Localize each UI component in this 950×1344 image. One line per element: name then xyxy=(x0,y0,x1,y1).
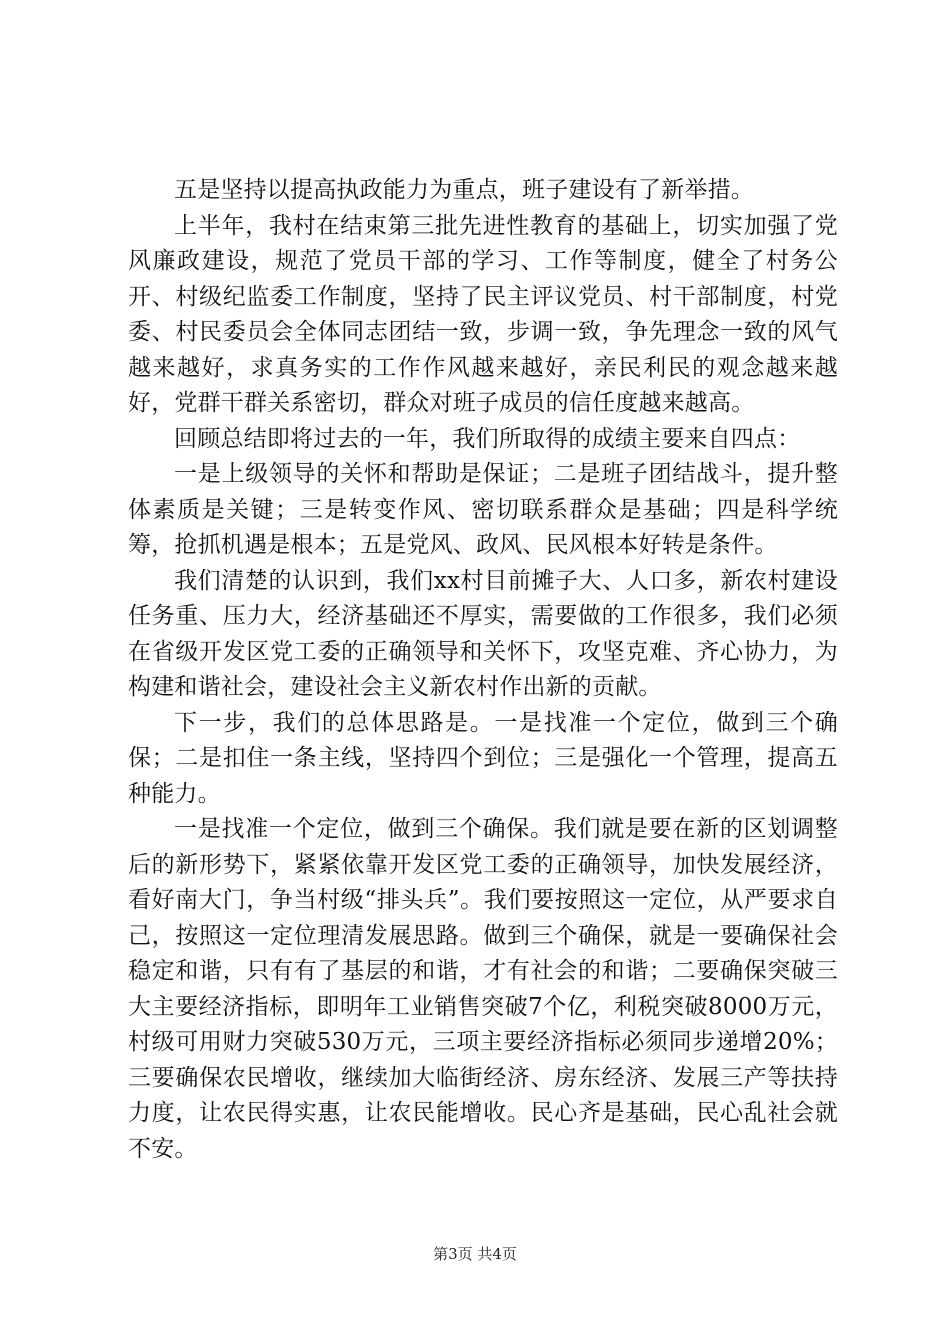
paragraph-6: 下一步，我们的总体思路是。一是找准一个定位，做到三个确保；二是扣住一条主线，坚持四个到位；三是强化一个管理，提高五种能力。 xyxy=(128,709,838,807)
paragraph-3: 回顾总结即将过去的一年，我们所取得的成绩主要来自四点： xyxy=(174,425,801,452)
paragraph-5: 我们清楚的认识到，我们xx村目前摊子大、人口多，新农村建设任务重、压力大，经济基础还不厚实，需要做的工作很多，我们必须在省级开发区党工委的正确领导和关怀下，攻坚克难、齐心协力，为构建和谐社会，建设社会主义新农村作出新的贡献。 xyxy=(128,567,838,700)
document-body xyxy=(128,173,838,1167)
paragraph-7: 一是找准一个定位，做到三个确保。我们就是要在新的区划调整后的新形势下，紧紧依靠开发区党工委的正确领导，加快发展经济，看好南大门，争当村级“排头兵”。我们要按照这一定位，从严要求自己，按照这一定位理清发展思路。做到三个确保，就是一要确保社会稳定和谐，只有有了基层的和谐，才有社会的和谐；二要确保突破三大主要经济指标，即明年工业销售突破7个亿，利税突破8000万元，村级可用财力突破530万元，三项主要经济指标必须同步递增20%；三要确保农民增收，继续加大临街经济、房东经济、发展三产等扶持力度，让农民得实惠，让农民能增收。民心齐是基础，民心乱社会就不安。 xyxy=(128,816,838,1162)
paragraph-2: 上半年，我村在结束第三批先进性教育的基础上，切实加强了党风廉政建设，规范了党员干部的学习、工作等制度，健全了村务公开、村级纪监委工作制度，坚持了民主评议党员、村干部制度，村党委、村民委员会全体同志团结一致，步调一致，争先理念一致的风气越来越好，求真务实的工作作风越来越好，亲民利民的观念越来越好，党群干群关系密切，群众对班子成员的信任度越来越高。 xyxy=(128,212,838,416)
paragraph-1: 五是坚持以提高执政能力为重点，班子建设有了新举措。 xyxy=(174,177,754,203)
paragraph-4: 一是上级领导的关怀和帮助是保证；二是班子团结战斗，提升整体素质是关键；三是转变作风、密切联系群众是基础；四是科学统筹，抢抓机遇是根本；五是党风、政风、民风根本好转是条件。 xyxy=(128,461,838,558)
page-number-footer: 第3页 共4页 xyxy=(433,1245,517,1263)
